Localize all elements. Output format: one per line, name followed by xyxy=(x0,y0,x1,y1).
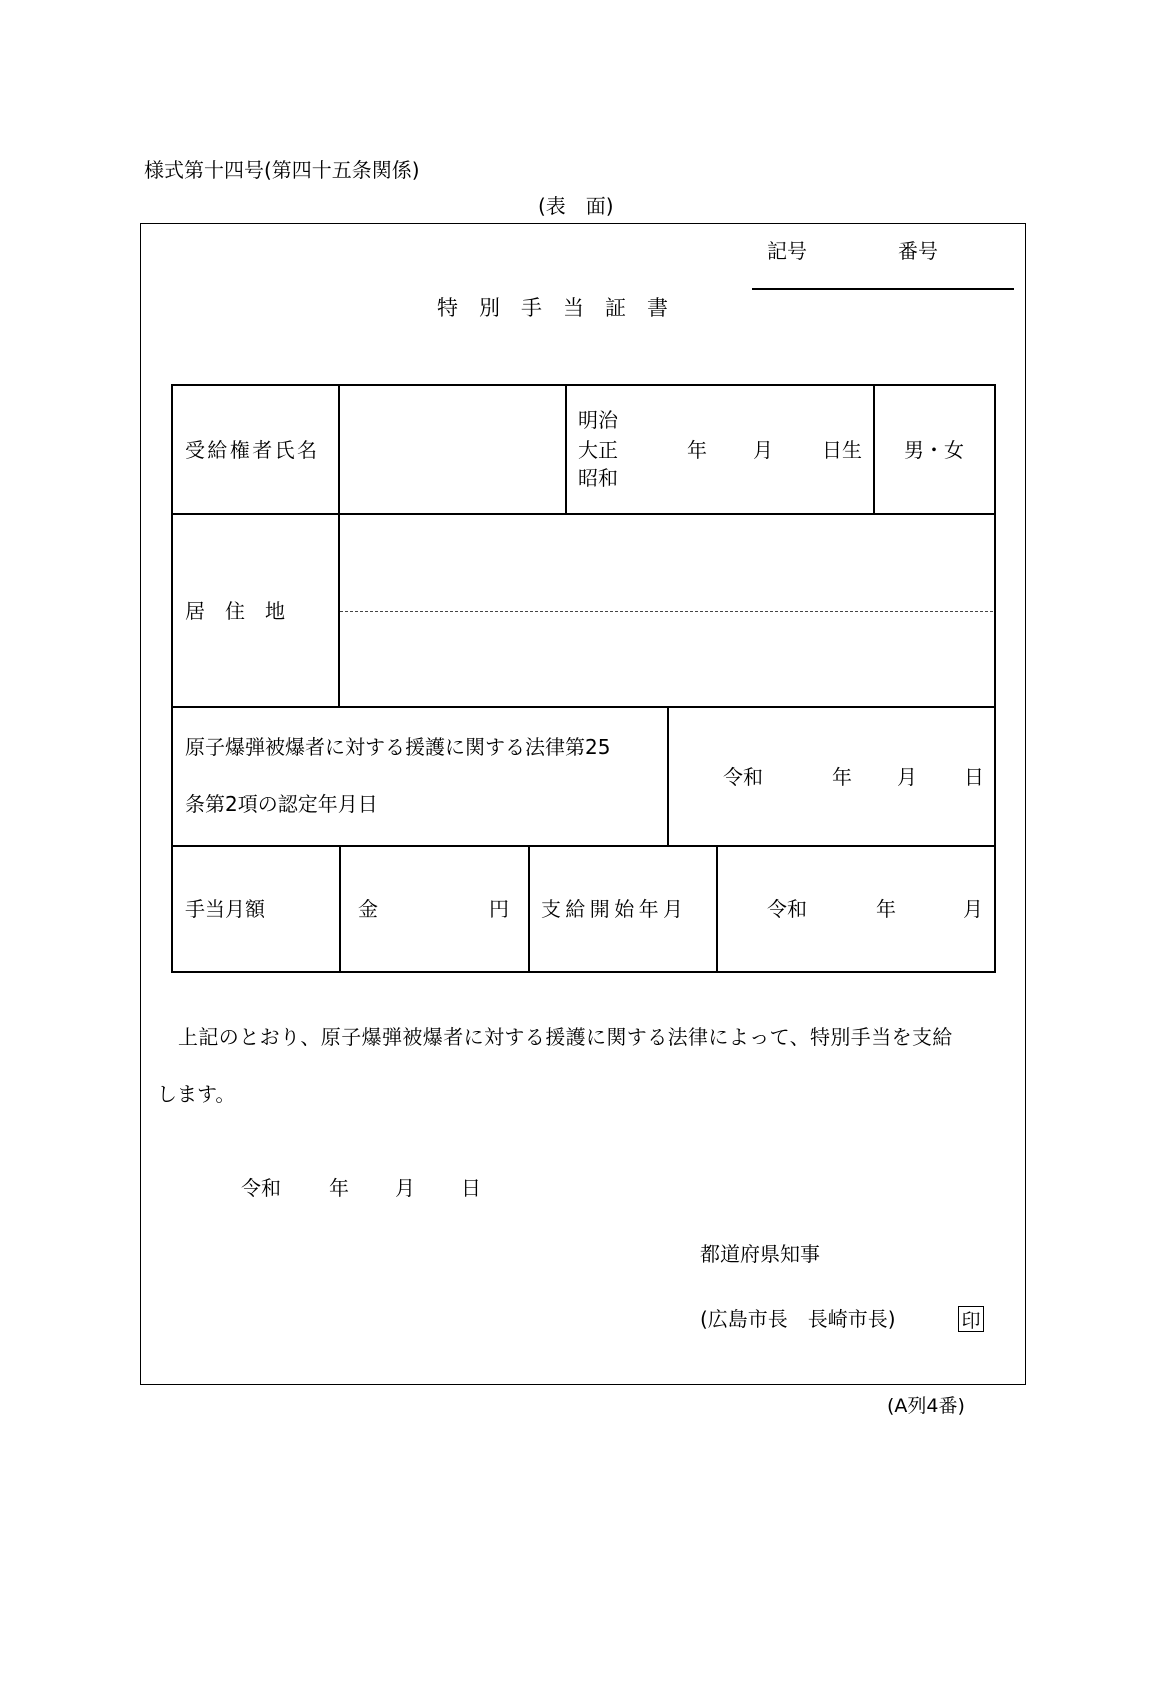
certification-label-line2: 条第2項の認定年月日 xyxy=(185,792,378,816)
cert-month: 月 xyxy=(897,765,917,789)
cert-era: 令和 xyxy=(723,765,763,789)
seal-mark: 印 xyxy=(961,1309,981,1332)
statement-line2: します。 xyxy=(157,1082,236,1106)
symbol-label: 記号 xyxy=(767,239,807,263)
start-era: 令和 xyxy=(767,897,807,921)
sex-choice: 男・女 xyxy=(904,438,964,462)
amount-suffix: 円 xyxy=(489,897,509,921)
start-month: 月 xyxy=(963,897,983,921)
residence-dashed-line xyxy=(340,611,993,612)
issue-era: 令和 xyxy=(241,1176,281,1200)
paper-size: (A列4番) xyxy=(887,1395,965,1417)
number-label: 番号 xyxy=(898,239,938,263)
issue-day: 日 xyxy=(461,1176,481,1200)
issuer: 都道府県知事 xyxy=(700,1242,820,1266)
start-year: 年 xyxy=(876,897,896,921)
recipient-name-label: 受給権者氏名 xyxy=(185,438,320,462)
birth-day: 日生 xyxy=(822,438,862,462)
seal-box xyxy=(958,1306,984,1332)
number-underline xyxy=(752,288,1014,290)
certification-label-line1: 原子爆弾被爆者に対する援護に関する法律第25 xyxy=(185,735,611,759)
amount-prefix: 金 xyxy=(358,897,378,921)
monthly-amount-label: 手当月額 xyxy=(185,897,265,921)
form-number: 様式第十四号(第四十五条関係) xyxy=(144,158,420,182)
birth-month: 月 xyxy=(753,438,773,462)
residence-label: 居 住 地 xyxy=(185,599,285,623)
era-meiji: 明治 xyxy=(578,408,618,432)
certificate-title: 特 別 手 当 証 書 xyxy=(437,296,668,320)
issuer-alternative: (広島市長 長崎市長) xyxy=(700,1307,896,1331)
era-showa: 昭和 xyxy=(578,466,618,490)
era-taisho: 大正 xyxy=(578,438,618,462)
start-month-label: 支給開始年月 xyxy=(541,897,688,921)
birth-year: 年 xyxy=(687,438,707,462)
issue-month: 月 xyxy=(395,1176,415,1200)
cert-year: 年 xyxy=(832,765,852,789)
statement-line1: 上記のとおり、原子爆弾被爆者に対する援護に関する法律によって、特別手当を支給 xyxy=(178,1025,953,1049)
issue-year: 年 xyxy=(329,1176,349,1200)
side-label: (表 面) xyxy=(538,194,614,218)
cert-day: 日 xyxy=(964,765,984,789)
